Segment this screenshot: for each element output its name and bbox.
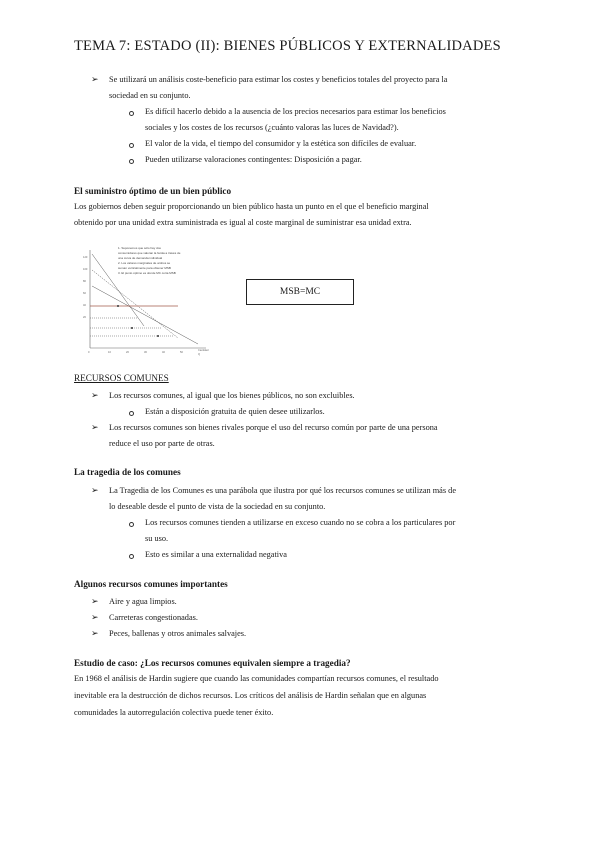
svg-text:40: 40 [83,304,86,307]
svg-text:una curva de demanda individua: una curva de demanda individual [118,256,163,260]
arrow-bullet-icon: ➢ [91,74,99,84]
public-good-graph [78,240,224,360]
svg-text:60: 60 [83,292,86,295]
circle-bullet-icon [129,522,134,527]
suministro-para-line1: Los gobiernos deben seguir proporcionando un bien público hasta un punto en el que el beneficio marginal [74,202,429,211]
recursos-b2-line2: reduce el uso por parte de otras. [109,439,215,448]
svg-text:consumidores que valoran la fa: consumidores que valoran la farola a través de [118,251,181,255]
suministro-para-line2: obtenido por una unidad extra suministrada es igual al coste marginal de suministrar esa unidad extra. [74,218,412,227]
recursos-b2-line1: Los recursos comunes son bienes rivales porque el uso del recurso común por parte de una persona [109,423,438,432]
circle-bullet-icon [129,411,134,416]
caso-line2: inevitable era la destrucción de dichos recursos. Los críticos del análisis de Hardin señalan que en algunas [74,691,427,700]
section-heading-recursos: RECURSOS COMUNES [74,373,169,383]
svg-text:1. Suponemos que sólo hay dos: 1. Suponemos que sólo hay dos [118,246,161,250]
svg-text:100: 100 [83,268,88,271]
recursos-b1: Los recursos comunes, al igual que los bienes públicos, no son excluibles. [109,391,355,400]
svg-text:Q: Q [198,353,201,356]
intro-sub1-line1: Es difícil hacerlo debido a la ausencia de los precios necesarios para estimar los beneficios [145,107,446,116]
circle-bullet-icon [129,554,134,559]
section-heading-suministro: El suministro óptimo de un bien público [74,186,232,196]
svg-text:80: 80 [83,280,86,283]
arrow-bullet-icon: ➢ [91,612,99,622]
svg-text:20: 20 [83,316,86,319]
list-item: Peces, ballenas y otros animales salvajes. [109,629,247,638]
list-item: Aire y agua limpios. [109,597,177,606]
caso-line3: comunidades la autorregulación colectiva puede tener éxito. [74,708,274,717]
arrow-bullet-icon: ➢ [91,628,99,638]
list-item: Carreteras congestionadas. [109,613,198,622]
intro-sub2: El valor de la vida, el tiempo del consumidor y la estética son difíciles de evaluar. [145,139,417,148]
intro-bullet-line1: Se utilizará un análisis coste-beneficio para estimar los costes y beneficios totales del proyecto para la [109,75,448,84]
arrow-bullet-icon: ➢ [91,422,99,432]
svg-text:Cantidad: Cantidad [198,349,209,352]
svg-text:0: 0 [88,351,90,354]
msb-mc-box: MSB=MC [246,279,354,305]
intro-sub1-line2: sociales y los costes de los recursos (¿cuánto valoras las luces de Navidad?). [145,123,399,132]
circle-bullet-icon [129,159,134,164]
tragedia-sub1-line1: Los recursos comunes tienden a utilizarse en exceso cuando no se cobra a los particulares por [145,518,456,527]
page-title: TEMA 7: ESTADO (II): BIENES PÚBLICOS Y EXTERNALIDADES [74,38,501,54]
arrow-bullet-icon: ➢ [91,485,99,495]
demand-line-3 [92,286,198,344]
svg-text:30: 30 [144,351,147,354]
svg-text:50: 50 [180,351,183,354]
arrow-bullet-icon: ➢ [91,596,99,606]
intro-sub3: Pueden utilizarse valoraciones contingentes: Disposición a pagar. [145,155,362,164]
recursos-b1-sub: Están a disposición gratuita de quien desee utilizarlos. [145,407,325,416]
tragedia-sub2: Esto es similar a una externalidad negativa [145,550,287,559]
circle-bullet-icon [129,111,134,116]
svg-text:40: 40 [162,351,165,354]
tragedia-b1-line2: lo deseable desde el punto de vista de la sociedad en su conjunto. [109,502,326,511]
caso-line1: En 1968 el análisis de Hardin sugiere que cuando las comunidades compartían recursos comunes, el resultado [74,674,439,683]
tragedia-sub1-line2: su uso. [145,534,169,543]
svg-text:suman verticalmente para obten: suman verticalmente para obtener MSB [118,266,171,270]
svg-text:3. El punto óptimo es donde MC: 3. El punto óptimo es donde MC corta MSB [118,271,176,275]
svg-text:120: 120 [83,256,88,259]
section-heading-tragedia: La tragedia de los comunes [74,467,181,477]
intro-bullet-line2: sociedad en su conjunto. [109,91,191,100]
circle-bullet-icon [129,143,134,148]
svg-text:10: 10 [108,351,111,354]
svg-text:20: 20 [126,351,129,354]
tragedia-b1-line1: La Tragedia de los Comunes es una parábola que ilustra por qué los recursos comunes se utilizan más de [109,486,457,495]
svg-text:2. Los valores marginales de a: 2. Los valores marginales de ambos se [118,261,171,265]
section-heading-importantes: Algunos recursos comunes importantes [74,579,228,589]
section-heading-caso: Estudio de caso: ¿Los recursos comunes equivalen siempre a tragedia? [74,658,351,668]
arrow-bullet-icon: ➢ [91,390,99,400]
